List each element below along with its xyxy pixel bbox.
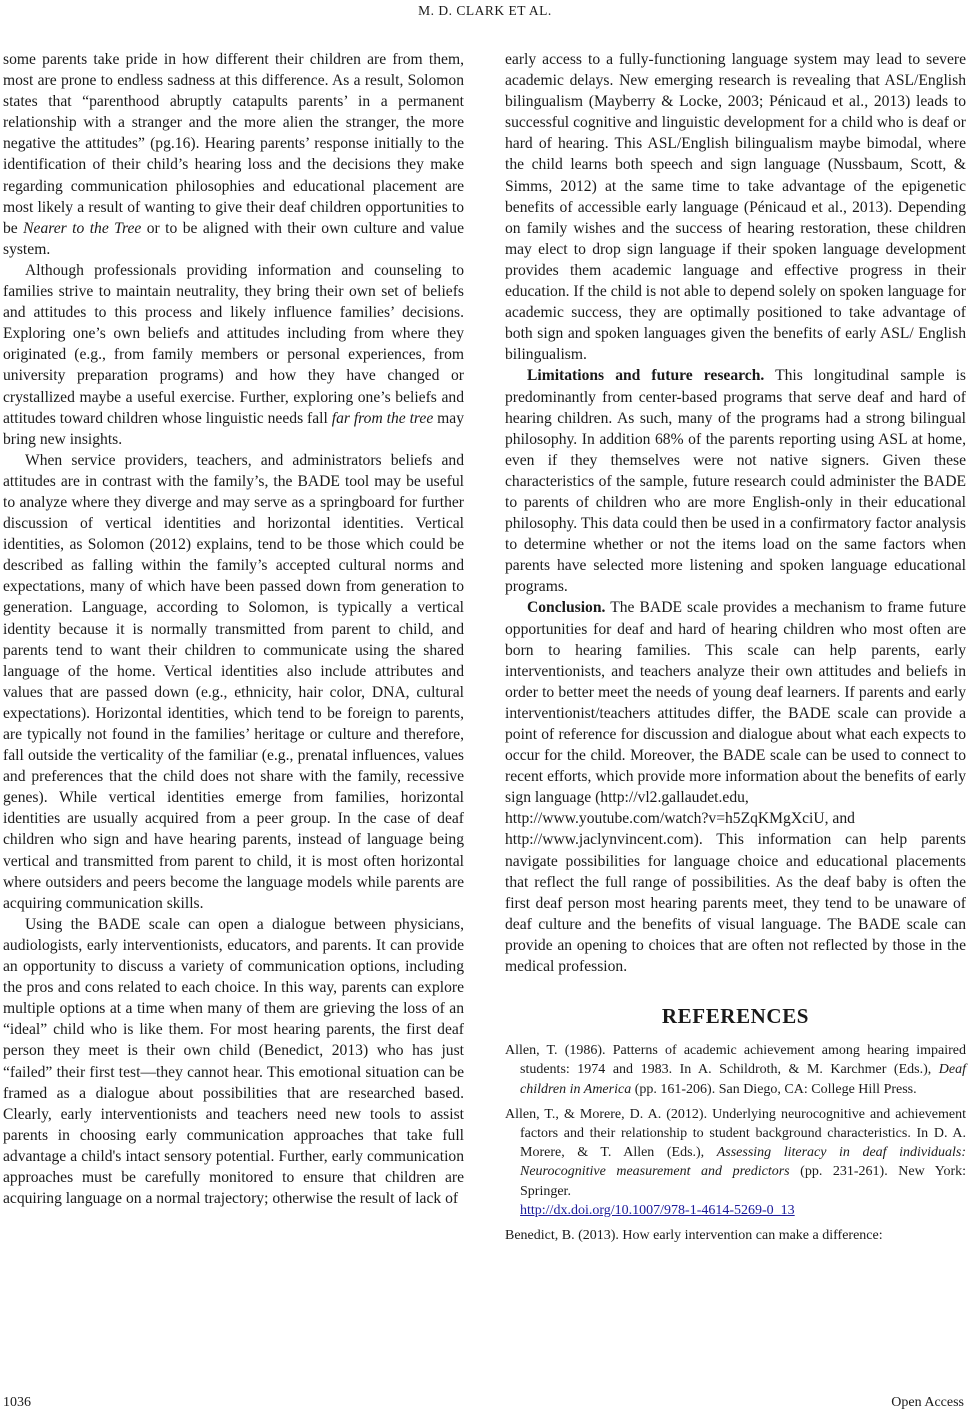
paragraph: Conclusion. The BADE scale provides a mechanism to frame future opportunities for deaf and hard of hearing children who most often are born to hearing families. This scale can help parents, early interventionists, and teachers analyze their own attitudes and beliefs in order to better meet the needs of young deaf learners. If parents and early interventionist/teachers attitudes differ, the BADE scale can provide a point of reference for discussion and dialogue about what each expects to occur for the child. Moreover, the BADE scale can be used to connect to recent efforts, which provide more information about the benefits of early sign language (http://vl2.gallaudet.edu, [505,599,966,807]
left-column [3,49,464,1209]
paragraph: early access to a fully-functioning language system may lead to severe academic delays. New emerging research is revealing that ASL/English bilingualism (Mayberry & Locke, 2003; Pénicaud et al., 2013) leads to successful cognitive and linguistic development for a child who is deaf or hard of hearing. This ASL/English bilingualism maybe bimodal, where the child learns both speech and sign language (Nussbaum, Scott, & Simms, 2012) at the same time to take advantage of the epigenetic benefits of accessible early language (Pénicaud et al., 2013). Depending on family wishes and the success of hearing restoration, these children may elect to drop sign language if their spoken language development provides them academic language and effective progress in their education. If the child is not able to depend solely on spoken language for academic success, they are optimally positioned to take advantage of both sign and spoken languages given the benefits of early ASL/ English bilingualism. [505,51,966,364]
reference-item: Allen, T. (1986). Patterns of academic achievement among hearing impaired students: 1974 and 1983. In A. Schildroth, & M. Karchmer (Eds.), Deaf children in America (pp. 161-206). San Diego, CA: College Hill Press. [505,1043,966,1097]
paragraph: When service providers, teachers, and administrators beliefs and attitudes are in contrast with the family’s, the BADE tool may be useful to analyze where they diverge and may serve as a springboard for further discussion of vertical identities and horizontal identities. Vertical identities, as Solomon (2012) explains, tend to be those which could be described as falling within the family’s accepted cultural norms and expectations, many of which have been passed down from generation to generation. Language, according to Solomon, is typically a vertical identity because it is normally transmitted from parent to child, and parents tend to want their children to communicate using the shared language of the home. Vertical identities also include attributes and values that are passed down (e.g., ethnicity, hair color, DNA, cultural expectations). Horizontal identities, which tend to be foreign to parents, are typically not found in the families’ heritage or culture and therefore, fall outside the verticality of the familiar (e.g., prenatal influences, values and preferences that the child does not share with the family, recessive genes). While vertical identities emerge from families, horizontal identities are usually acquired from a peer group. In the case of deaf children who sign and have hearing parents, instead of language being vertical and transmitted from parent to child, it is most often horizontal where outsiders and peers become the language models while parents are acquiring communication skills. [3,451,464,912]
reference-item: Benedict, B. (2013). How early intervention can make a difference: [505,1228,883,1244]
journal-label: Open Access [891,1395,964,1410]
paragraph: Although professionals providing information and counseling to families strive to maintain neutrality, they bring their own set of beliefs and attitudes to this process and likely influence families’ decisions. Exploring one’s own beliefs and attitudes including from where they originated (e.g., from family members or personal experiences, from university preparation programs) and how they have changed or crystallized maybe a useful exercise. Further, exploring one’s beliefs and attitudes toward children whose linguistic needs fall far from the tree may bring new insights. [3,261,465,448]
paragraph: http://www.jaclynvincent.com). This information can help parents navigate possibilities for language choice and educational placements that reflect the full range of possibilities. As the deaf baby is often the first deaf person most hearing parents meet, they tend to be unaware of deaf culture and the benefits of visual language. The BADE scale can provide an opening to choices that are often not reflected by those in the medical profession. [505,831,966,976]
paragraph: Using the BADE scale can open a dialogue between physicians, audiologists, early interventionists, educators, and parents. It can provide an opportunity to discuss a variety of communication options, including the pros and cons related to each choice. In this way, parents can explore multiple options at a time when many of them are grieving the loss of an “ideal” child who is like them. For most hearing parents, the first deaf person they meet is their own child (Benedict, 2013) who has just “failed” their first test—they cannot hear. This emotional situation can be framed as a dialogue about possibilities that are researched based. Clearly, early interventionists and teachers need new tools to assist parents in choosing early communication approaches that take full advantage a child's intact sensory potential. Further, early communication approaches must be carefully monitored to ensure that children are acquiring language on a normal trajectory; otherwise the result of lack of [3,915,464,1208]
references-title: REFERENCES [661,1004,810,1029]
right-column [505,49,966,1251]
section-heading-limitations: Limitations and future research. [527,367,765,385]
italic-phrase: Nearer to the Tree [23,219,142,237]
italic-phrase: far from the tree [331,409,434,427]
section-heading-conclusion: Conclusion. [527,599,606,617]
reference-item: Allen, T., & Morere, D. A. (2012). Underlying neurocognitive and achievement factors and their relationship to student background characteristics. In D. A. Morere, & T. Allen (Eds.), Assessing literacy in deaf individuals: Neurocognitive measurement and predictors (pp. 231-261). New York: Springer. http://dx.doi.org/10.1007/978-1-4614-5269-0_13 [505,1106,967,1218]
url-line: http://www.youtube.com/watch?v=h5ZqKMgXciU, and [505,810,855,828]
page-number: 1036 [3,1395,31,1410]
paragraph: Limitations and future research. This longitudinal sample is predominantly from center-based programs that serve deaf and hard of hearing children. As such, many of the programs had a strong bilingual philosophy. In addition 68% of the parents reporting using ASL at home, even if they themselves were not native signers. Given these characteristics of the sample, future research could administer the BADE to parents of children who are more English-only in their educational philosophy. This data could then be used in a confirmatory factor analysis to determine whether or not the items load on the same factors when parents have selected more listening and spoken language educational programs. [505,367,966,596]
paragraph: some parents take pride in how different their children are from them, most are prone to endless sadness at this difference. As a result, Solomon states that “parenthood abruptly catapults parents’ in a permanent relationship with a stranger and the more alien the stranger, the more negative the attitudes” (pg.16). Hearing parents’ response initially to the identification of their child’s hearing loss and the decisions they make regarding communication philosophies and educational placement are most likely a result of wanting to give their deaf children opportunities to be Nearer to the Tree or to be aligned with their own culture and value system. [3,51,464,258]
running-head: M. D. CLARK ET AL. [418,3,552,18]
doi-link[interactable]: http://dx.doi.org/10.1007/978-1-4614-5269-0_13 [520,1202,795,1218]
